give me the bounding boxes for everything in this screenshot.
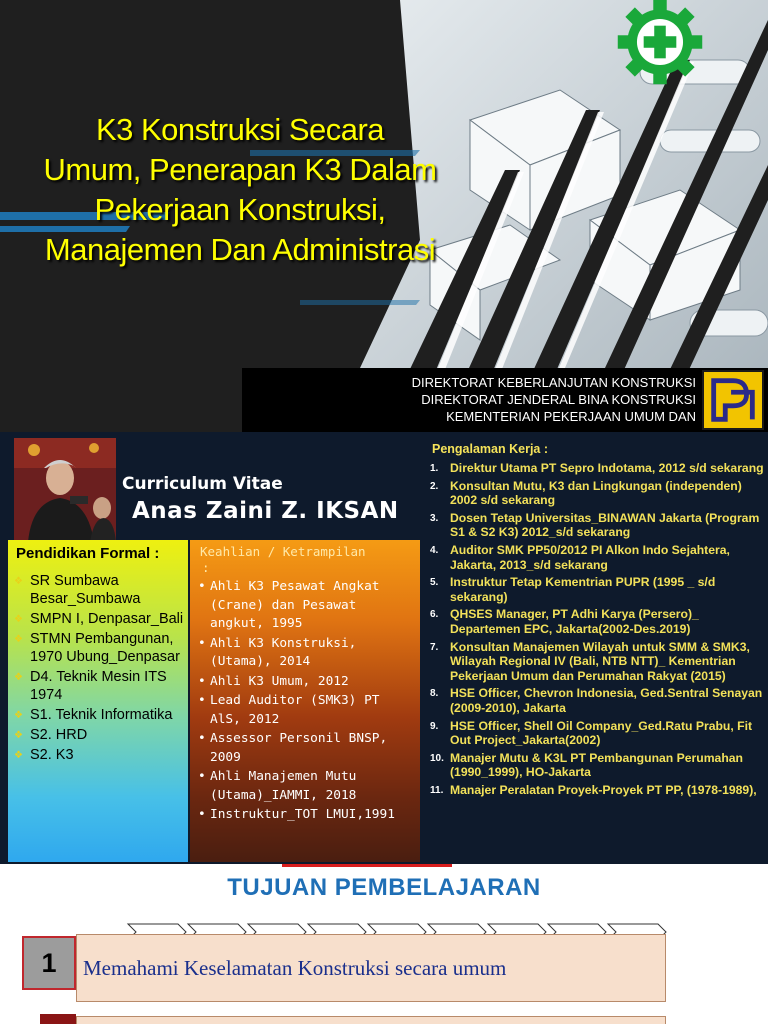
- experience-number: 10.: [430, 752, 444, 764]
- institution-line: KEMENTERIAN PEKERJAAN UMUM DAN: [446, 409, 696, 424]
- skill-item: • Instruktur_TOT LMUI,1991: [198, 806, 416, 825]
- institution-line: DIREKTORAT KEBERLANJUTAN KONSTRUKSI: [411, 375, 696, 390]
- skills-list: [198, 578, 416, 826]
- experience-panel: [424, 442, 764, 800]
- education-item: ❖ S2. HRD: [14, 726, 184, 744]
- education-item: ❖ SR Sumbawa Besar_Sumbawa: [14, 572, 184, 608]
- experience-number: 8.: [430, 688, 439, 700]
- experience-item: [424, 543, 764, 572]
- institution-line: DIREKTORAT JENDERAL BINA KONSTRUKSI: [421, 392, 696, 407]
- education-list: [14, 572, 184, 766]
- experience-item: [424, 575, 764, 604]
- objectives-heading: TUJUAN PEMBELAJARAN: [227, 874, 541, 901]
- institution-text: [412, 374, 696, 425]
- speaker-photo: [14, 438, 116, 542]
- objective-item: [76, 934, 666, 1002]
- cv-label: Curriculum Vitae: [122, 474, 283, 494]
- skills-title-colon: :: [202, 560, 210, 575]
- experience-text: Direktur Utama PT Sepro Indotama, 2012 s/d sekarang: [450, 461, 764, 475]
- presentation-title: [20, 110, 460, 270]
- education-item: ❖ SMPN I, Denpasar_Bali: [14, 610, 184, 628]
- experience-list: [424, 461, 764, 797]
- education-item: ❖ D4. Teknik Mesin ITS 1974: [14, 668, 184, 704]
- experience-item: [424, 686, 764, 715]
- title-line: K3 Konstruksi Secara: [95, 112, 385, 147]
- skills-title: Keahlian / Ketrampilan: [200, 544, 366, 559]
- next-objective-item: [76, 1016, 666, 1024]
- experience-number: 6.: [430, 609, 439, 621]
- title-line: Umum, Penerapan K3 Dalam: [43, 152, 437, 187]
- experience-number: 1.: [430, 463, 439, 474]
- speaker-photo-image: [14, 438, 116, 542]
- learning-objectives-slide: [0, 864, 768, 1024]
- skills-panel: [190, 540, 420, 862]
- experience-text: Manajer Mutu & K3L PT Pembangunan Perumahan (1990_1999), HO-Jakarta: [450, 750, 743, 780]
- experience-item: [424, 511, 764, 540]
- accent-divider: [282, 864, 452, 867]
- experience-title: Pengalaman Kerja :: [432, 442, 549, 456]
- experience-item: [424, 607, 764, 636]
- experience-item: [424, 751, 764, 780]
- title-line: Pekerjaan Konstruksi,: [94, 192, 386, 227]
- experience-text: Manajer Peralatan Proyek-Proyek PT PP, (1978-1989),: [450, 782, 757, 797]
- skill-item: • Lead Auditor (SMK3) PT AlS, 2012: [198, 692, 416, 729]
- next-objective-number: [40, 1014, 76, 1024]
- experience-text: Konsultan Mutu, K3 dan Lingkungan (independen) 2002 s/d sekarang: [450, 478, 742, 508]
- skill-item: • Ahli K3 Pesawat Angkat (Crane) dan Pesawat angkut, 1995: [198, 578, 416, 634]
- education-item: ❖ S2. K3: [14, 746, 184, 764]
- skill-item: • Ahli K3 Konstruksi, (Utama), 2014: [198, 635, 416, 672]
- experience-number: 3.: [430, 512, 439, 524]
- institution-box: [242, 368, 768, 432]
- pu-logo-icon: [704, 372, 762, 428]
- experience-number: 2.: [430, 480, 439, 492]
- experience-text: HSE Officer, Shell Oil Company_Ged.Ratu Prabu, Fit Out Project_Jakarta(2002): [450, 718, 753, 748]
- experience-number: 7.: [430, 641, 439, 653]
- experience-text: Auditor SMK PP50/2012 PI Alkon Indo Sejahtera, Jakarta, 2013_s/d sekarang: [450, 542, 730, 572]
- experience-text: QHSES Manager, PT Adhi Karya (Persero)_ Departemen EPC, Jakarta(2002-Des.2019): [450, 607, 699, 636]
- education-item: ❖ S1. Teknik Informatika: [14, 706, 184, 724]
- experience-item: [424, 479, 764, 508]
- curriculum-vitae-slide: [0, 432, 768, 864]
- education-panel: [8, 540, 188, 862]
- pu-logo: [702, 370, 764, 430]
- experience-text: Konsultan Manajemen Wilayah untuk SMM & SMK3, Wilayah Regional IV (Bali, NTB NTT)_ Kementrian Pekerjaan Umum dan Perumahan Rakyat (2015): [450, 639, 750, 683]
- experience-text: Instruktur Tetap Kementrian PUPR (1995 _ s/d sekarang): [450, 575, 716, 604]
- experience-number: 5.: [430, 577, 439, 589]
- skill-item: • Ahli Manajemen Mutu (Utama)_IAMMI, 2018: [198, 768, 416, 805]
- experience-item: [424, 461, 764, 476]
- k3-gear-cross-logo: [612, 0, 708, 90]
- education-title: Pendidikan Formal :: [16, 545, 160, 562]
- objective-text: Memahami Keselamatan Konstruksi secara umum: [83, 956, 507, 980]
- skill-item: • Assessor Personil BNSP, 2009: [198, 730, 416, 767]
- experience-text: Dosen Tetap Universitas_BINAWAN Jakarta (Program S1 & S2 K3) 2012_s/d sekarang: [450, 510, 760, 540]
- experience-item: [424, 640, 764, 684]
- title-line: Manajemen Dan Administrasi: [44, 232, 436, 267]
- experience-number: 9.: [430, 720, 439, 732]
- experience-number: 11.: [430, 784, 444, 796]
- objective-number: 1: [22, 936, 76, 990]
- speaker-name: Anas Zaini Z. IKSAN: [132, 498, 399, 524]
- experience-item: [424, 719, 764, 748]
- experience-number: 4.: [430, 544, 439, 556]
- title-slide: [0, 0, 768, 432]
- skill-item: • Ahli K3 Umum, 2012: [198, 673, 416, 692]
- experience-item: [424, 783, 764, 798]
- education-item: ❖ STMN Pembangunan, 1970 Ubung_Denpasar: [14, 630, 184, 666]
- experience-text: HSE Officer, Chevron Indonesia, Ged.Sentral Senayan (2009-2010), Jakarta: [450, 686, 763, 715]
